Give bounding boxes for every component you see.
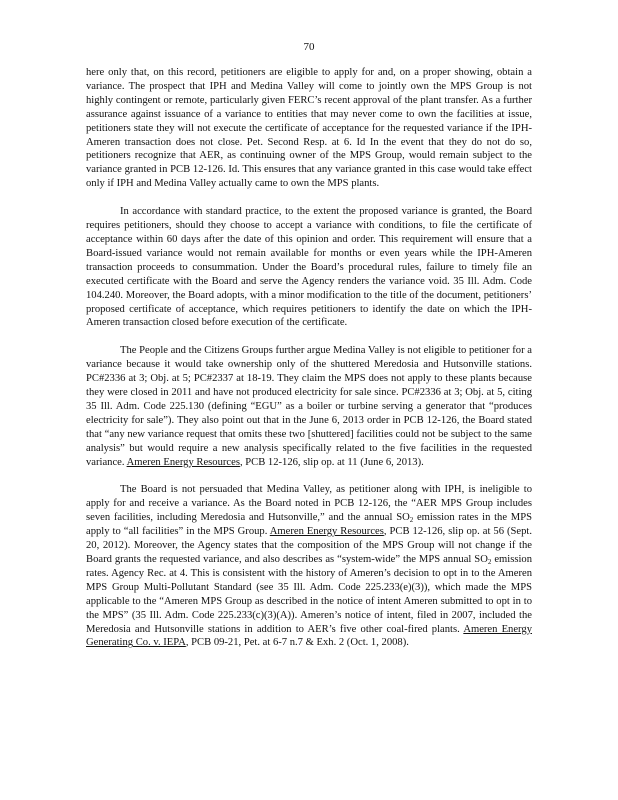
- text-segment: , PCB 12-126, slip op. at 11 (June 6, 2013).: [239, 456, 424, 468]
- text-segment: here only that, on this record, petitioners are eligible to apply for and, on a proper showing, obtain a variance. The prospect that IPH and Medina Valley will come to jointly own the MPS Group is not highly contingent or remote, particularly given FERC’s recent approval of the plant transfer. As a further assurance against issuance of a variance to entities that may never come to own the facilities at issue, petitioners state they will not execute the certificate of acceptance for the requested variance if the IPH-Ameren transaction does not close. Pet. Second Resp. at 6.: [86, 67, 532, 148]
- document-body: [86, 66, 532, 664]
- case-citation: Ameren Energy Resources: [126, 456, 240, 468]
- text-segment: In the event that they do not do so, petitioners recognize that AER, as continuing owner of the MPS Group, would remain subject to the variance granted in PCB 12-126.: [86, 136, 532, 176]
- text-segment: Id.: [228, 164, 240, 176]
- paragraph-1: [86, 66, 532, 191]
- text-segment: The Board is not persuaded that Medina Valley, as petitioner along with IPH, is ineligible to apply for and receive a variance. As the Board noted in PCB 12-126, the “AER MPS Group includes seven facilities, including Meredosia and Hutsonville,” and the annual SO: [86, 484, 532, 524]
- paragraph-4: [86, 483, 532, 650]
- case-citation: Ameren Energy Generating Co. v. IEPA: [86, 623, 532, 649]
- page-number: 70: [303, 41, 315, 53]
- text-segment: This ensures that any variance granted in this case would take effect only if IPH and Medina Valley actually came to own the MPS plants.: [86, 164, 532, 190]
- text-segment: Id: [356, 136, 366, 148]
- text-segment: The People and the Citizens Groups further argue Medina Valley is not eligible to petitioner for a variance because it would take ownership only of the shuttered Meredosia and Hutsonville stations. PC#2336 at 3; Obj. at 5; PC#2337 at 18-19. They claim the MPS does not apply to these plants because they were closed in 2011 and have not produced electricity for sale since. PC#2336 at 3; Obj. at 5, citing 35 Ill. Adm. Code 225.130 (defining “EGU” as a boiler or turbine serving a generator that “produces electricity for sale”). They also point out that in the June 6, 2013 order in PCB 12-126, the Board stated that “any new variance request that omits these two [shuttered] facilities could not be subject to the same analysis” but would require a new analysis specifically related to the five facilities in the requested variance.: [86, 345, 532, 468]
- text-segment: emission rates in the MPS apply to “all facilities” in the MPS Group.: [86, 512, 532, 538]
- text-segment: see: [259, 581, 274, 593]
- case-citation: Ameren Energy Resources: [269, 526, 384, 538]
- paragraph-2: [86, 205, 532, 330]
- subscript: 2: [409, 516, 414, 525]
- text-segment: 35 Ill. Adm. Code 225.233(e)(3)), which made the MPS applicable to the “Ameren MPS Group as described in the notice of intent Ameren submitted to opt in to the MPS” (35 Ill. Adm. Code 225.233(c)(3)(A)). Ameren’s notice of intent, filed in 2007, included the Meredosia and Hutsonville stations in addition to AER’s five other coal-fired plants.: [86, 581, 532, 635]
- text-segment: , PCB 09-21, Pet. at 6-7 n.7 & Exh. 2 (Oct. 1, 2008).: [185, 637, 409, 649]
- text-segment: In accordance with standard practice, to the extent the proposed variance is granted, the Board requires petitioners, should they choose to accept a variance with conditions, to file the certificate of acceptance within 60 days after the date of this opinion and order. This requirement will ensure that a Board-issued variance would not remain available for months or even years while the IPH-Ameren transaction proceeds to consummation. Under the Board’s procedural rules, failure to timely file an executed certificate with the Board and serve the Agency renders the variance void. 35 Ill. Adm. Code 104.240. Moreover, the Board adopts, with a minor modification to the title of the document, petitioners’ proposed certificate of acceptance, which requires petitioners to identify the date on which the IPH-Ameren transaction closed before execution of the certificate.: [86, 206, 532, 329]
- paragraph-3: [86, 344, 532, 469]
- text-segment: , PCB 12-126, slip op. at 56 (Sept. 20, 2012). Moreover, the Agency states that the composition of the MPS Group will not change if the Board grants the requested variance, and also describes as “system-wide” the MPS annual SO: [86, 526, 533, 565]
- text-segment: emission rates. Agency Rec. at 4. This is consistent with the history of Ameren’s decision to opt in to the Ameren MPS Group Multi-Pollutant Standard (: [86, 554, 532, 593]
- subscript: 2: [487, 558, 492, 566]
